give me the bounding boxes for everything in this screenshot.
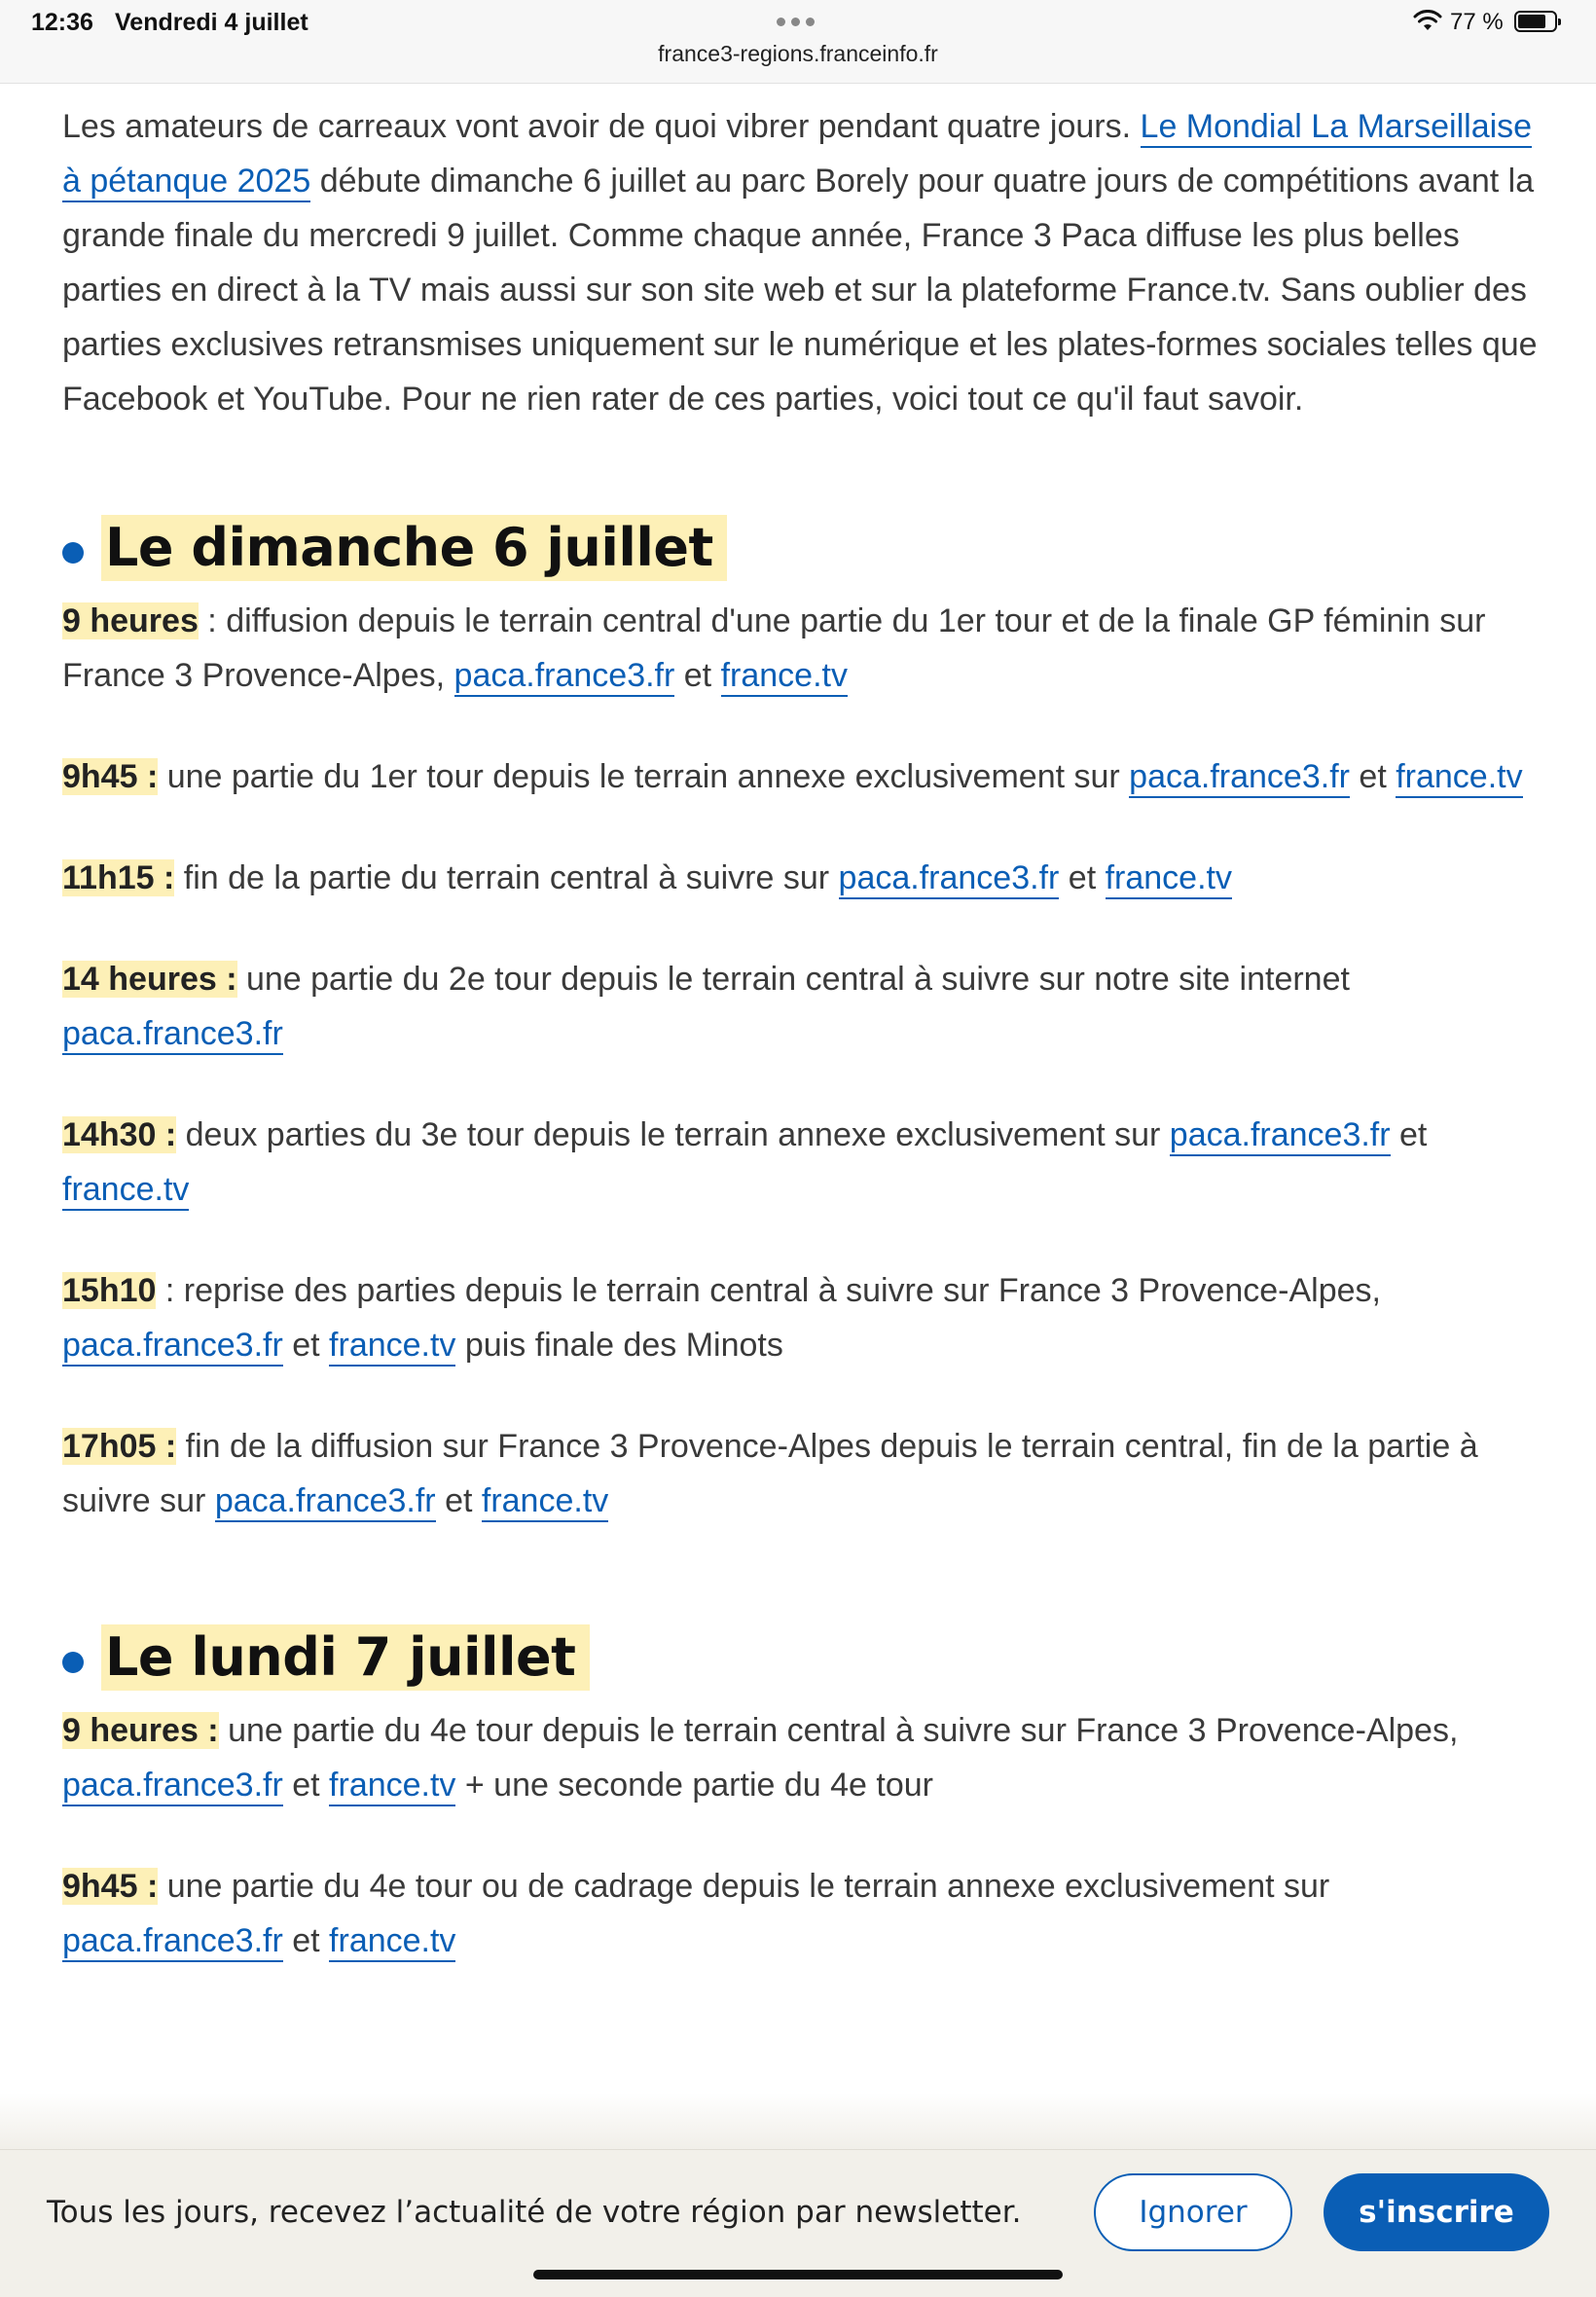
paca-link[interactable]: paca.france3.fr: [839, 859, 1060, 899]
date: Vendredi 4 juillet: [115, 9, 308, 36]
entry-time: 9h45 :: [62, 1868, 159, 1905]
schedule-entry: 14h30 : deux parties du 3e tour depuis le terrain annexe exclusivement sur paca.france3.fr et france.tv: [62, 1108, 1542, 1217]
more-dots-icon[interactable]: [777, 18, 815, 26]
entry-time: 9h45 :: [62, 758, 159, 795]
home-indicator[interactable]: [533, 2270, 1063, 2279]
battery-percentage: 77 %: [1450, 9, 1504, 35]
paca-link[interactable]: paca.france3.fr: [62, 1922, 283, 1962]
ignore-button[interactable]: Ignorer: [1094, 2173, 1292, 2251]
banner-shadow: [0, 2093, 1596, 2151]
schedule-entry: 9h45 : une partie du 1er tour depuis le terrain annexe exclusivement sur paca.france3.fr et france.tv: [62, 749, 1542, 804]
bullet-icon: [62, 1652, 84, 1673]
schedule-entry: 9h45 : une partie du 4e tour ou de cadrage depuis le terrain annexe exclusivement sur paca.france3.fr et france.tv: [62, 1859, 1542, 1968]
francetv-link[interactable]: france.tv: [329, 1327, 455, 1367]
entry-time: 17h05 :: [62, 1428, 177, 1465]
schedule-entry: 17h05 : fin de la diffusion sur France 3 Provence-Alpes depuis le terrain central, fin de la partie à suivre sur paca.france3.fr et france.tv: [62, 1419, 1542, 1528]
status-bar: [0, 0, 1596, 84]
francetv-link[interactable]: france.tv: [329, 1767, 455, 1806]
paca-link[interactable]: paca.france3.fr: [1129, 758, 1350, 798]
francetv-link[interactable]: france.tv: [1396, 758, 1522, 798]
section-heading-lundi: [62, 1623, 1542, 1692]
schedule-entry: 11h15 : fin de la partie du terrain central à suivre sur paca.france3.fr et france.tv: [62, 851, 1542, 905]
newsletter-text: Tous les jours, recevez l’actualité de votre région par newsletter.: [47, 2195, 1022, 2230]
bullet-icon: [62, 542, 84, 564]
francetv-link[interactable]: france.tv: [329, 1922, 455, 1962]
section-title: Le dimanche 6 juillet: [101, 515, 727, 581]
francetv-link[interactable]: france.tv: [1106, 859, 1232, 899]
section-heading-dimanche: [62, 514, 1542, 582]
paca-link[interactable]: paca.france3.fr: [62, 1015, 283, 1055]
clock: 12:36: [31, 9, 93, 36]
schedule-entry: 9 heures : diffusion depuis le terrain central d'une partie du 1er tour et de la finale GP féminin sur France 3 Provence-Alpes, paca.france3.fr et france.tv: [62, 594, 1542, 703]
entry-time: 14h30 :: [62, 1116, 177, 1153]
battery-icon: [1514, 11, 1557, 32]
francetv-link[interactable]: france.tv: [62, 1171, 189, 1211]
francetv-link[interactable]: france.tv: [721, 657, 848, 697]
paca-link[interactable]: paca.france3.fr: [62, 1327, 283, 1367]
mondial-link[interactable]: Le Mondial La Marseillaise à pétanque 2025: [62, 108, 1532, 202]
schedule-entry: 15h10 : reprise des parties depuis le terrain central à suivre sur France 3 Provence-Alpes, paca.france3.fr et france.tv puis finale des Minots: [62, 1263, 1542, 1372]
url-bar[interactable]: france3-regions.franceinfo.fr: [658, 41, 938, 66]
paca-link[interactable]: paca.france3.fr: [215, 1482, 436, 1522]
entry-time: 11h15 :: [62, 859, 175, 896]
intro-paragraph: Les amateurs de carreaux vont avoir de quoi vibrer pendant quatre jours. Le Mondial La Marseillaise à pétanque 2025 débute dimanche 6 juillet au parc Borely pour quatre jours de compétitions avant la grande finale du mercredi 9 juillet. Comme chaque année, France 3 Paca diffuse les plus belles parties en direct à la TV mais aussi sur son site web et sur la plateforme France.tv. Sans oublier des parties exclusives retransmises uniquement sur le numérique et les plates-formes sociales telles que Facebook et YouTube. Pour ne rien rater de ces parties, voici tout ce qu'il faut savoir.: [62, 108, 1538, 418]
section-title: Le lundi 7 juillet: [101, 1624, 590, 1691]
schedule-entry: 14 heures : une partie du 2e tour depuis le terrain central à suivre sur notre site internet paca.france3.fr: [62, 952, 1542, 1061]
paca-link[interactable]: paca.france3.fr: [454, 657, 675, 697]
paca-link[interactable]: paca.france3.fr: [1170, 1116, 1391, 1156]
entry-time: 15h10: [62, 1272, 157, 1309]
signup-button[interactable]: s'inscrire: [1324, 2173, 1549, 2251]
wifi-icon: [1413, 10, 1442, 31]
entry-time: 14 heures :: [62, 961, 237, 998]
francetv-link[interactable]: france.tv: [482, 1482, 608, 1522]
schedule-entry: 9 heures : une partie du 4e tour depuis le terrain central à suivre sur France 3 Provence-Alpes, paca.france3.fr et france.tv + une seconde partie du 4e tour: [62, 1703, 1542, 1812]
article-body: [62, 99, 1542, 2015]
entry-time: 9 heures: [62, 602, 199, 639]
entry-time: 9 heures :: [62, 1712, 219, 1749]
paca-link[interactable]: paca.france3.fr: [62, 1767, 283, 1806]
